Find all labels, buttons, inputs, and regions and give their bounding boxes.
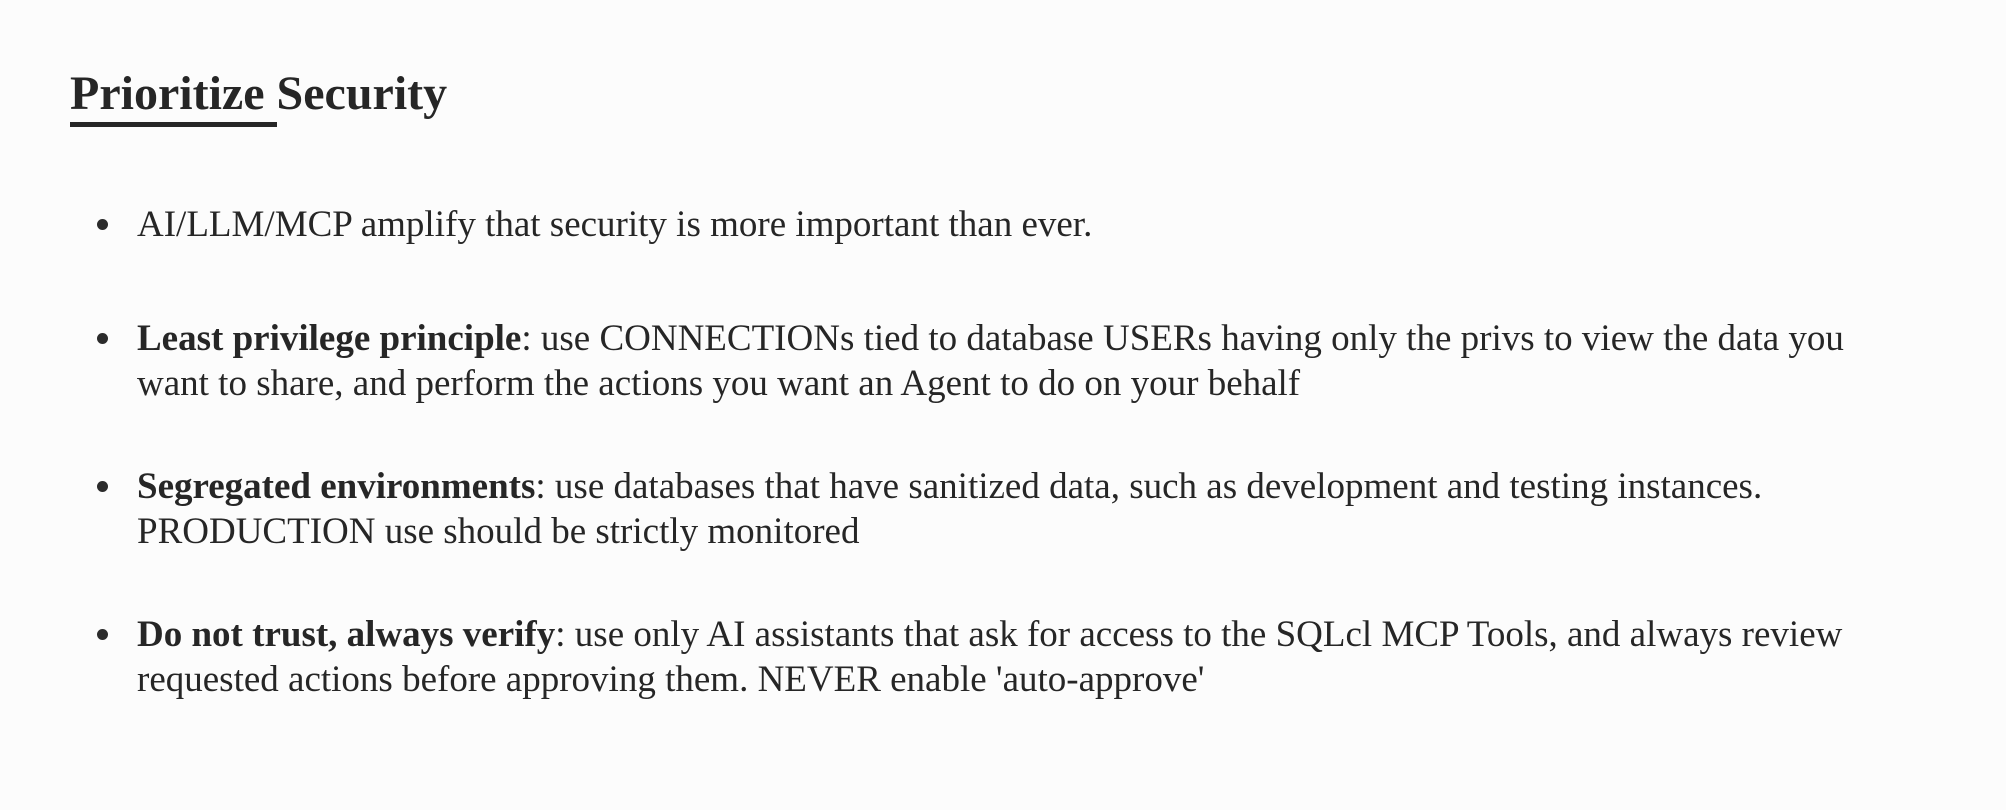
bullet-icon xyxy=(97,481,108,492)
bullet-lead: Segregated environments xyxy=(137,466,536,507)
bullet-text: : use databases that have sanitized data, such as development and testing instances. PRODUCTION use should be strictly monitored xyxy=(137,466,1763,552)
list-item xyxy=(95,464,1875,554)
bullet-text: : use only AI assistants that ask for access to the SQLcl MCP Tools, and always review requested actions before approving them. NEVER enable 'auto-approve' xyxy=(137,614,1843,700)
list-item xyxy=(95,316,1875,406)
bullet-text: : use CONNECTIONs tied to database USERs having only the privs to view the data you want to share, and perform the actions you want an Agent to do on your behalf xyxy=(137,318,1844,404)
bullet-icon xyxy=(97,333,108,344)
page-title-underlined-text: Prioritize xyxy=(70,67,277,127)
list-item xyxy=(95,612,1875,702)
bullet-lead: Least privilege principle xyxy=(137,318,522,359)
page-title xyxy=(70,68,447,121)
page-title-rest-text: Security xyxy=(276,67,448,121)
bullet-icon xyxy=(97,219,108,230)
bullet-text: AI/LLM/MCP amplify that security is more important than ever. xyxy=(137,204,1093,245)
list-item xyxy=(95,202,1875,247)
bullet-lead: Do not trust, always verify xyxy=(137,614,556,655)
bullet-icon xyxy=(97,629,108,640)
bullet-list xyxy=(95,202,1875,760)
